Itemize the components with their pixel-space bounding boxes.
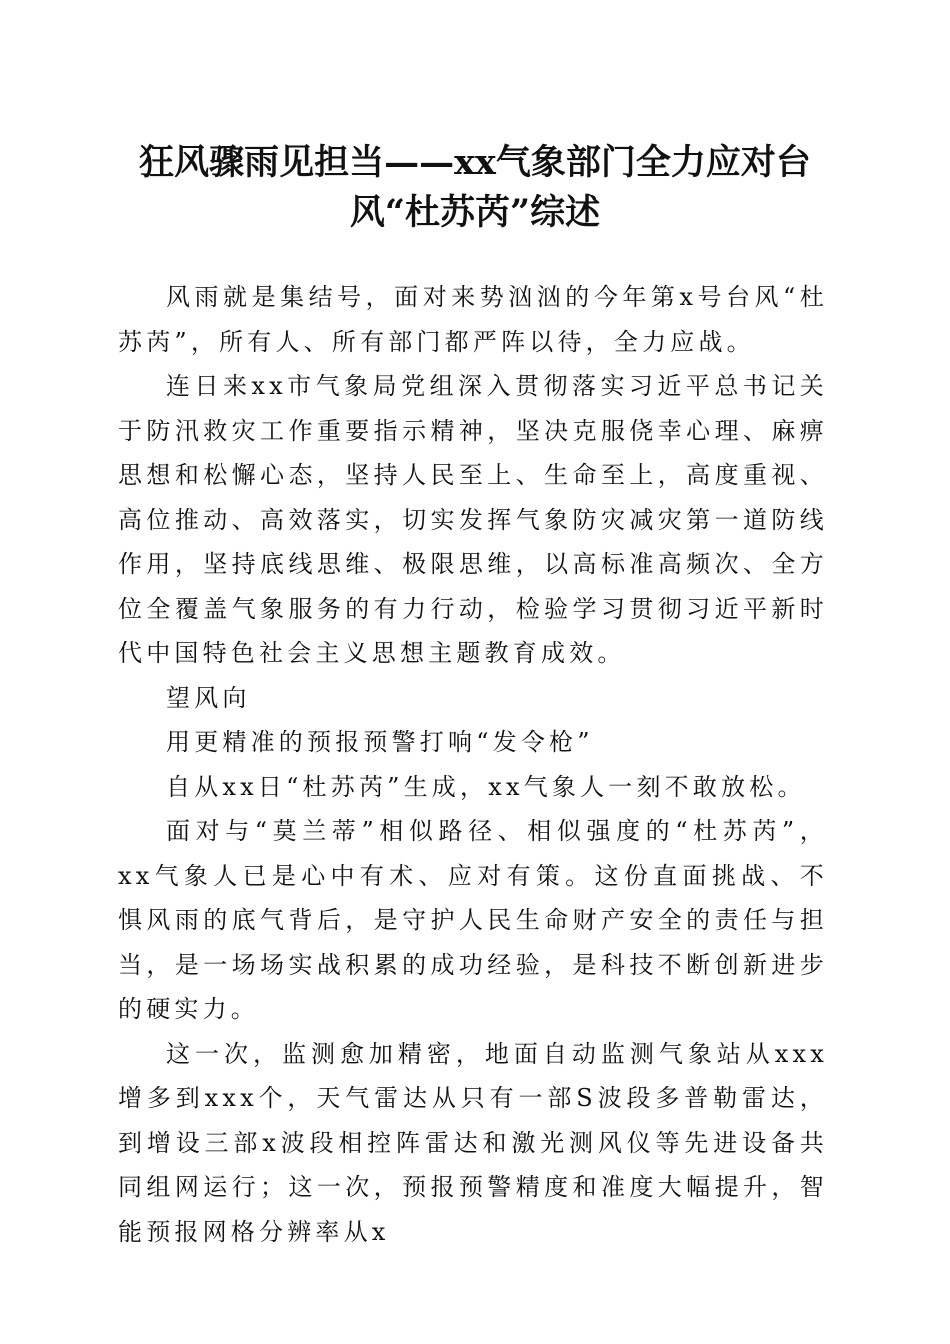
paragraph: 面对与“莫兰蒂”相似路径、相似强度的“杜苏芮”，xx气象人已是心中有术、应对有策。这份直面挑战、不惧风雨的底气背后，是守护人民生命财产安全的责任与担当，是一场场实战积累的成功经验，是科技不断创新进步的硬实力。 [118, 817, 828, 1023]
section-subheading: 用更精准的预报预警打响“发令枪” [166, 728, 594, 756]
paragraph: 这一次，监测愈加精密，地面自动监测气象站从xxx增多到xxx个，天气雷达从只有一部S波段多普勒雷达，到增设三部x波段相控阵雷达和激光测风仪等先进设备共同组网运行；这一次，预报预警精度和准度大幅提升，智能预报网格分辨率从x [118, 1039, 828, 1246]
document-title [118, 138, 832, 238]
paragraph: 自从xx日“杜苏芮”生成，xx气象人一刻不敢放松。 [166, 772, 806, 801]
title-line-2: 风“杜苏芮”综述 [349, 192, 601, 233]
title-line-1: 狂风骤雨见担当——xx气象部门全力应对台 [139, 142, 811, 183]
document-body [118, 275, 828, 1254]
paragraph-intro: 风雨就是集结号，面对来势汹汹的今年第x号台风“杜苏芮”，所有人、所有部门都严阵以待，全力应战。 [118, 283, 828, 356]
section-heading: 望风向 [166, 683, 251, 712]
paragraph-main: 连日来xx市气象局党组深入贯彻落实习近平总书记关于防汛救灾工作重要指示精神，坚决克服侥幸心理、麻痹思想和松懈心态，坚持人民至上、生命至上，高度重视、高位推动、高效落实，切实发挥气象防灾减灾第一道防线作用，坚持底线思维、极限思维，以高标准高频次、全方位全覆盖气象服务的有力行动，检验学习贯彻习近平新时代中国特色社会主义思想主题教育成效。 [118, 372, 828, 667]
